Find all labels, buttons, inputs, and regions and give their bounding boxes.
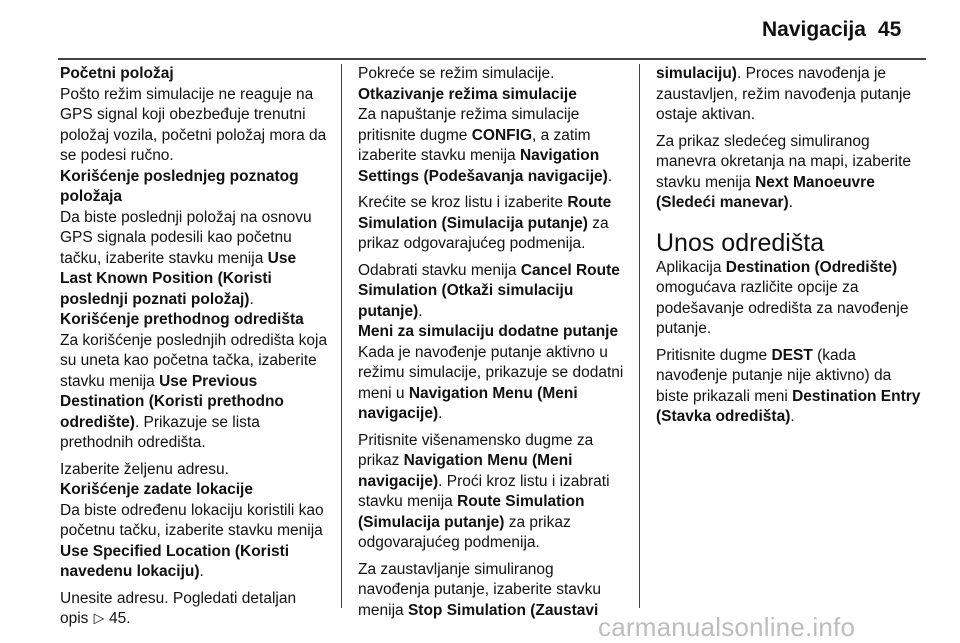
- heading-cancel-simulation: Otkazivanje režima simulacije: [358, 85, 577, 103]
- menu-item-ref: Destination Entry (Stavka odredišta): [656, 387, 921, 425]
- paragraph: Aplikacija Destination (Odredište) omogućava različite opcije za podešavanje odredišta za navođenje putanje.: [656, 258, 909, 337]
- paragraph: Pokreće se režim simulacije.: [358, 65, 555, 82]
- paragraph: Krećite se kroz listu i izaberite Route Simulation (Simulacija putanje) za prikaz odgovarajućeg podmenija.: [358, 194, 612, 252]
- heading-additional-menu: Meni za simulaciju dodatne putanje: [358, 323, 619, 340]
- paragraph: Unesite adresu. Pogledati detaljan opis ▷ 45.: [60, 589, 297, 627]
- menu-item-ref: Use Specified Location (Koristi navedenu lokaciju): [60, 542, 290, 580]
- paragraph: Pritisnite višenamensko dugme za prikaz Navigation Menu (Meni navigacije). Proći kroz listu i izabrati stavku menija Route Simulation (Simulacija putanje) za prikaz odgovarajućeg podmenija.: [358, 431, 610, 551]
- paragraph: Pritisnite dugme DEST (kada navođenje putanje nije aktivno) da biste prikazali meni Destination Entry (Stavka odredišta).: [656, 346, 921, 425]
- menu-item-ref: Route Simulation (Simulacija putanje): [358, 493, 585, 531]
- menu-item-ref: Route Simulation (Simulacija putanje): [358, 194, 612, 232]
- page-ref-arrow-icon: ▷: [93, 610, 105, 627]
- column-3: [656, 64, 926, 428]
- column-2: [358, 64, 626, 621]
- heading-previous-destination: Korišćenje prethodnog odredišta: [60, 311, 304, 328]
- menu-item-ref: Next Manoeuvre (Sledeći manevar): [656, 173, 875, 211]
- menu-item-ref: Destination (Odredište): [725, 258, 898, 276]
- menu-item-ref: Use Last Known Position (Koristi poslednji poznati položaj): [60, 249, 297, 308]
- heading-last-known: Korišćenje poslednjeg poznatog položaja: [60, 167, 299, 205]
- column-divider-2: [639, 64, 640, 608]
- paragraph: Da biste poslednji položaj na osnovu GPS signala podesili kao početnu tačku, izaberite stavku menija Use Last Known Position (Koristi poslednji poznati položaj).: [60, 208, 312, 308]
- paragraph: simulaciju). Proces navođenja je zaustavljen, režim navođenja putanje ostaje aktivan.: [656, 65, 912, 123]
- menu-item-ref: Cancel Route Simulation (Otkaži simulaciju putanje): [358, 261, 620, 320]
- paragraph: Za korišćenje poslednjih odredišta koja su uneta kao početna tačka, izaberite stavku menija Use Previous Destination (Koristi prethodno odredište). Prikazuje se lista prethodnih odredišta.: [60, 331, 328, 451]
- menu-item-ref: simulaciju): [656, 65, 737, 82]
- page-title: Navigacija: [762, 18, 866, 41]
- menu-item-ref: Stop Simulation (Zaustavi: [407, 601, 599, 619]
- button-ref: CONFIG: [471, 126, 533, 144]
- menu-item-ref: Navigation Menu (Meni navigacije): [358, 452, 573, 490]
- menu-item-ref: Use Previous Destination (Koristi prethodno odredište): [60, 372, 284, 431]
- menu-item-ref: Navigation Settings (Podešavanja navigacije): [358, 147, 608, 185]
- heading-specified-location: Korišćenje zadate lokacije: [60, 481, 253, 498]
- header-rule: [58, 58, 926, 60]
- page-number: 45: [878, 18, 902, 41]
- paragraph: Odabrati stavku menija Cancel Route Simulation (Otkaži simulaciju putanje).: [358, 261, 620, 320]
- paragraph: Za napuštanje režima simulacije pritisnite dugme CONFIG, a zatim izaberite stavku menija Navigation Settings (Podešavanja navigacije).: [358, 106, 613, 185]
- paragraph: Pošto režim simulacije ne reaguje na GPS signal koji obezbeđuje trenutni položaj vozila, početni položaj mora da se podesi ručno.: [60, 85, 327, 164]
- heading-start-position: Početni položaj: [60, 65, 174, 82]
- paragraph: Izaberite željenu adresu.: [60, 460, 229, 478]
- paragraph: Kada je navođenje putanje aktivno u režimu simulacije, prikazuje se dodatni meni u Navigation Menu (Meni navigacije).: [358, 343, 624, 422]
- paragraph: Za prikaz sledećeg simuliranog manevra okretanja na mapi, izaberite stavku menija Next Manoeuvre (Sledeći manevar).: [656, 132, 912, 211]
- column-divider-1: [341, 64, 342, 608]
- menu-item-ref: Navigation Menu (Meni navigacije): [358, 384, 578, 422]
- page-header: [0, 0, 960, 58]
- paragraph: Za zaustavljanje simuliranog navođenja putanje, izaberite stavku menija Stop Simulation (Zaustavi: [358, 560, 601, 619]
- column-1: [60, 64, 328, 630]
- heading-destination-entry: Unos odredišta: [656, 228, 825, 257]
- paragraph: Da biste određenu lokaciju koristili kao početnu tačku, izaberite stavku menija Use Specified Location (Koristi navedenu lokaciju).: [60, 501, 324, 580]
- watermark: carmanualsonline.info: [598, 612, 856, 642]
- button-ref: DEST: [771, 346, 813, 364]
